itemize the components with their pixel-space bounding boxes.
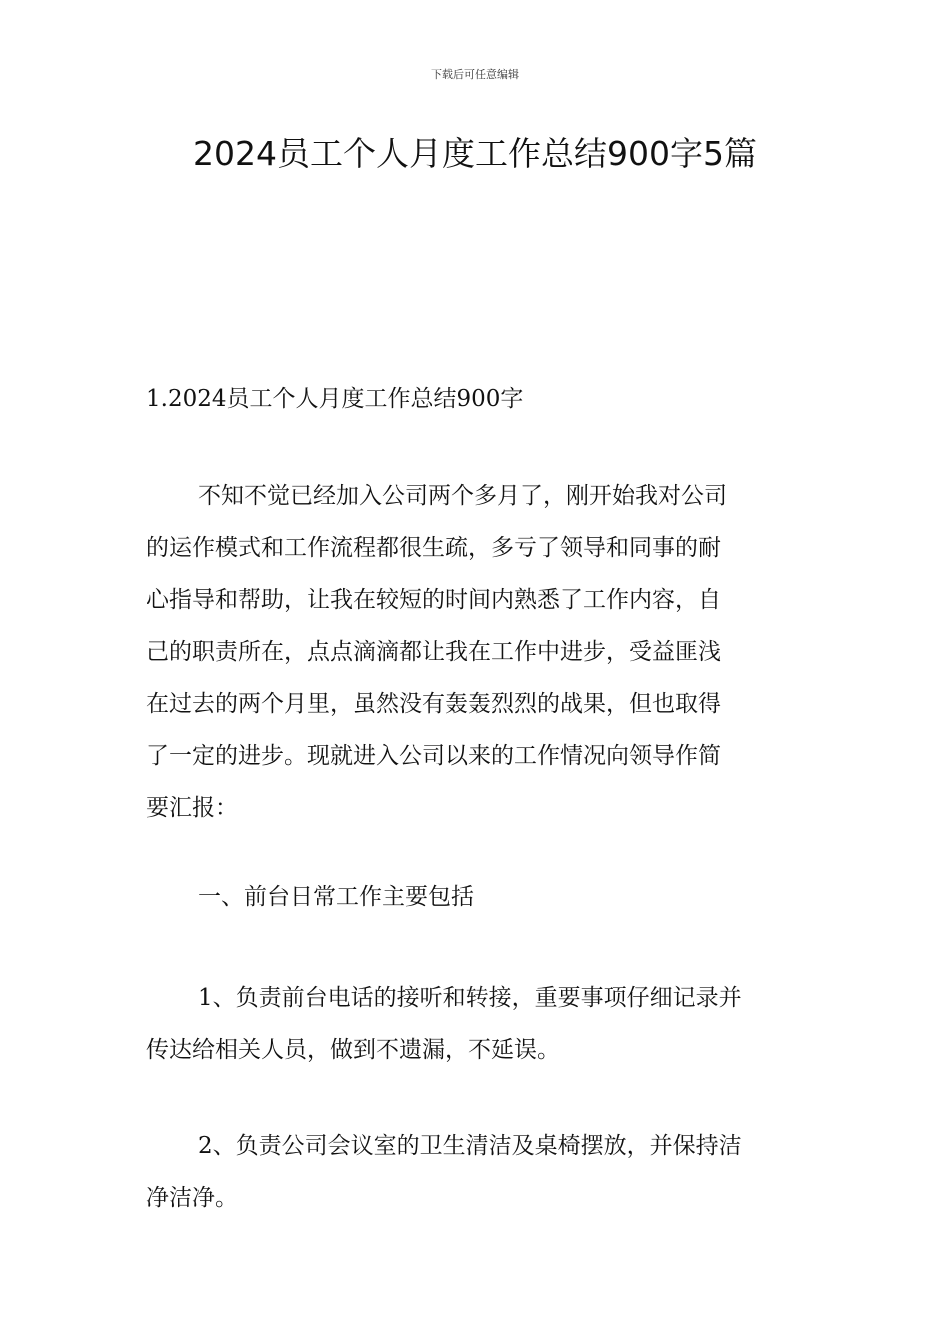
paragraph-line: 传达给相关人员，做到不遗漏，不延误。 [146, 1037, 560, 1063]
document-title: 2024员工个人月度工作总结900字5篇 [193, 134, 757, 173]
paragraph-line: 1、负责前台电话的接听和转接，重要事项仔细记录并 [198, 985, 742, 1011]
paragraph-line: 的运作模式和工作流程都很生疏，多亏了领导和同事的耐 [146, 535, 721, 561]
sub-heading [146, 871, 806, 923]
paragraph-line: 在过去的两个月里，虽然没有轰轰烈烈的战果，但也取得 [146, 691, 721, 717]
sub-heading-text: 一、前台日常工作主要包括 [198, 884, 474, 910]
paragraph-line: 己的职责所在，点点滴滴都让我在工作中进步，受益匪浅 [146, 639, 721, 665]
list-item-2 [146, 1120, 806, 1224]
paragraph-line: 2、负责公司会议室的卫生清洁及桌椅摆放，并保持洁 [198, 1133, 742, 1159]
intro-paragraph [146, 470, 806, 834]
paragraph-line: 了一定的进步。现就进入公司以来的工作情况向领导作简 [146, 743, 721, 769]
paragraph-line: 要汇报： [146, 795, 238, 821]
section-heading: 1.2024员工个人月度工作总结900字 [146, 386, 524, 412]
paragraph-line: 不知不觉已经加入公司两个多月了，刚开始我对公司 [198, 483, 727, 509]
paragraph-line: 心指导和帮助，让我在较短的时间内熟悉了工作内容，自 [146, 587, 721, 613]
page-header-note: 下载后可任意编辑 [431, 68, 519, 81]
list-item-1 [146, 972, 806, 1076]
paragraph-line: 净洁净。 [146, 1185, 238, 1211]
